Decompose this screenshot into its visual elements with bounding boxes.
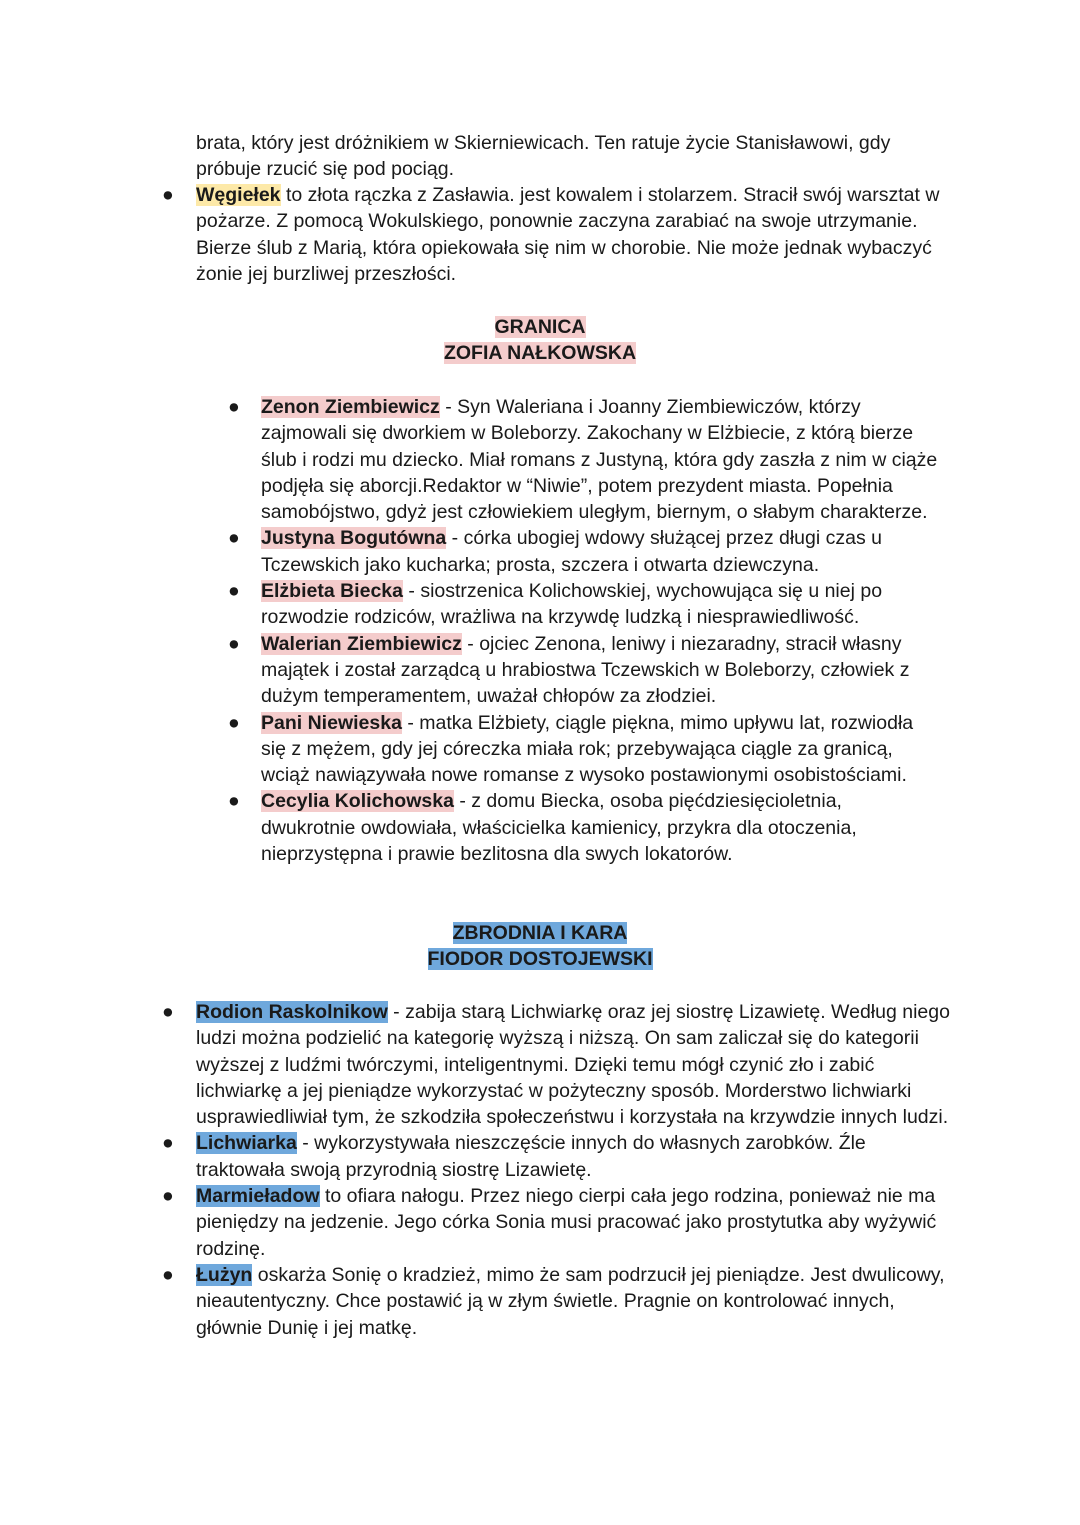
character-name: Łużyn (196, 1263, 253, 1286)
character-name: Zenon Ziembiewicz (261, 396, 440, 418)
bullet-icon: ● (228, 527, 240, 550)
character-name: Cecylia Kolichowska (261, 790, 454, 813)
continuation-paragraph: brata, który jest dróżnikiem w Skierniewicach. Ten ratuje życie Stanisławowi, gdy próbuje rzucić się pod pociąg. (196, 132, 891, 181)
bullet-icon: ● (162, 1263, 174, 1286)
character-description: zabija starą Lichwiarkę oraz jej siostrę Lizawietę. Według niego ludzi można podzielić na kategorię wyższą i niższą. On sam zaliczał się do kategorii wyższej z ludźmi twórczymi, inteligentnymi. Dzięki temu mógł czynić zło i zabić lichwiarkę a jej pieniądze wykorzystać w pożyteczny sposób. Morderstwo lichwiarki usprawiedliwiał tym, że szkodziła społeczeństwu i korzystała na krzywdzie innych ludzi. (196, 1001, 950, 1129)
list-item (162, 1262, 956, 1341)
bullet-icon: ● (228, 396, 240, 418)
list-item: ● Pani Niewieska - matka Elżbiety, ciągle piękna, mimo upływu lat, rozwiodła się z mężem, gdy jej córeczka miała rok; przebywająca ciągle za granicą, wciąż nawiązywała nowe romanse z wysoko postawionymi osobistościami. (228, 711, 914, 787)
list-item: ● Zenon Ziembiewicz - Syn Waleriana i Joanny Ziembiewiczów, którzy zajmowali się dworkiem w Boleborzy. Zakochany w Elżbiecie, z którą bierze ślub i rodzi mu dziecko. Miał romans z Justyną, która gdy zaszła z nim w ciąże podjęła się aborcji.Redaktor w “Niwie”, potem prezydent miasta. Popełnia samobójstwo, gdyż jest człowiekiem uległym, biernym, o słabym charakterze. (228, 396, 938, 524)
section-author-zbrodnia: FIODOR DOSTOJEWSKI (427, 948, 653, 970)
bullet-icon: ● (162, 1001, 174, 1023)
intro-list (162, 182, 956, 287)
list-item: ● Cecylia Kolichowska - z domu Biecka, osoba pięćdziesięcioletnia, dwukrotnie owdowiała, właścicielka kamienicy, przykra dla otoczenia, nieprzystępna i prawie bezlitosna dla swych lokatorów. (228, 790, 857, 866)
character-description: matka Elżbiety, ciągle piękna, mimo upływu lat, rozwiodła się z mężem, gdy jej córeczka miała rok; przebywająca ciągle za granicą, wciąż nawiązywała nowe romanse z wysoko postawionymi osobistościami. (261, 711, 914, 787)
character-name: Justyna Bogutówna (261, 527, 447, 550)
section-title-zbrodnia: ZBRODNIA I KARA (452, 922, 628, 944)
bullet-icon: ● (228, 790, 240, 813)
character-description: z domu Biecka, osoba pięćdziesięcioletnia, dwukrotnie owdowiała, właścicielka kamienicy, przykra dla otoczenia, nieprzystępna i prawie bezlitosna dla swych lokatorów. (261, 790, 857, 866)
character-description: oskarża Sonię o kradzież, mimo że sam podrzucił jej pieniądze. Jest dwulicowy, nieautentyczny. Chce postawić ją w złym świetle. Pragnie on kontrolować innych, głównie Dunię i jej matkę. (196, 1263, 945, 1339)
list-item: ● Walerian Ziembiewicz - ojciec Zenona, leniwy i niezaradny, stracił własny majątek i został zarządcą u hrabiostwa Tczewskich w Boleborzy, człowiek z dużym temperamentem, uważał chłopów za złodziei. (228, 632, 910, 708)
character-description: siostrzenica Kolichowskiej, wychowująca się u niej po rozwodzie rodziców, wrażliwa na krzywdę ludzką i niesprawiedliwość. (261, 580, 883, 629)
bullet-icon: ● (228, 632, 240, 655)
list-item (162, 1183, 956, 1262)
bullet-icon: ● (228, 580, 240, 603)
character-name: Lichwiarka (196, 1132, 297, 1155)
character-name: Elżbieta Biecka (261, 580, 403, 603)
granica-list (228, 394, 941, 867)
character-description: ojciec Zenona, leniwy i niezaradny, stracił własny majątek i został zarządcą u hrabiostwa Tczewskich w Boleborzy, człowiek z dużym temperamentem, uważał chłopów za złodziei. (261, 632, 910, 708)
character-description: to ofiara nałogu. Przez niego cierpi cała jego rodzina, ponieważ nie ma pieniędzy na jedzenie. Jego córka Sonia musi pracować jako prostytutka aby wyżywić rodzinę. (196, 1185, 937, 1260)
character-name: Pani Niewieska (261, 711, 402, 734)
character-name: Węgiełek (196, 184, 281, 206)
section-title-granica: GRANICA (494, 316, 586, 338)
list-item: ● Elżbieta Biecka - siostrzenica Kolichowskiej, wychowująca się u niej po rozwodzie rodziców, wrażliwa na krzywdę ludzką i niesprawiedliwość. (228, 580, 883, 629)
section-author-granica: ZOFIA NAŁKOWSKA (443, 342, 637, 364)
character-description: wykorzystywała nieszczęście innych do własnych zarobków. Źle traktowała swoją przyrodnią siostrę Lizawietę. (196, 1132, 866, 1181)
bullet-icon: ● (162, 184, 174, 206)
bullet-icon: ● (162, 1132, 174, 1155)
bullet-icon: ● (162, 1185, 174, 1208)
character-name: Walerian Ziembiewicz (261, 632, 462, 655)
character-name: Rodion Raskolnikow (196, 1001, 388, 1023)
character-description: to złota rączka z Zasławia. jest kowalem i stolarzem. Stracił swój warsztat w pożarze. Z pomocą Wokulskiego, ponownie zaczyna zarabiać na swoje utrzymanie. Bierze ślub z Marią, która opiekowała się nim w chorobie. Nie może jednak wybaczyć żonie jej burzliwej przeszłości. (196, 184, 940, 285)
bullet-icon: ● (228, 711, 240, 734)
list-item: ● Lichwiarka - wykorzystywała nieszczęście innych do własnych zarobków. Źle traktowała swoją przyrodnią siostrę Lizawietę. (162, 1132, 866, 1181)
list-item (162, 182, 956, 287)
character-name: Marmieładow (196, 1185, 320, 1208)
list-item: ● Justyna Bogutówna - córka ubogiej wdowy służącej przez długi czas u Tczewskich jako kucharka; prosta, szczera i otwarta dziewczyna. (228, 527, 882, 576)
zbrodnia-list (162, 999, 956, 1341)
character-description: córka ubogiej wdowy służącej przez długi czas u Tczewskich jako kucharka; prosta, szczera i otwarta dziewczyna. (261, 527, 882, 576)
character-description: Syn Waleriana i Joanny Ziembiewiczów, którzy zajmowali się dworkiem w Boleborzy. Zakochany w Elżbiecie, z którą bierze ślub i rodzi mu dziecko. Miał romans z Justyną, która gdy zaszła z nim w ciąże podjęła się aborcji.Redaktor w “Niwie”, potem prezydent miasta. Popełnia samobójstwo, gdyż jest człowiekiem uległym, biernym, o słabym charakterze. (261, 396, 938, 524)
list-item: ● Rodion Raskolnikow - zabija starą Lichwiarkę oraz jej siostrę Lizawietę. Według niego ludzi można podzielić na kategorię wyższą i niższą. On sam zaliczał się do kategorii wyższej z ludźmi twórczymi, inteligentnymi. Dzięki temu mógł czynić zło i zabić lichwiarkę a jej pieniądze wykorzystać w pożyteczny sposób. Morderstwo lichwiarki usprawiedliwiał tym, że szkodziła społeczeństwu i korzystała na krzywdzie innych ludzi. (162, 1001, 950, 1129)
